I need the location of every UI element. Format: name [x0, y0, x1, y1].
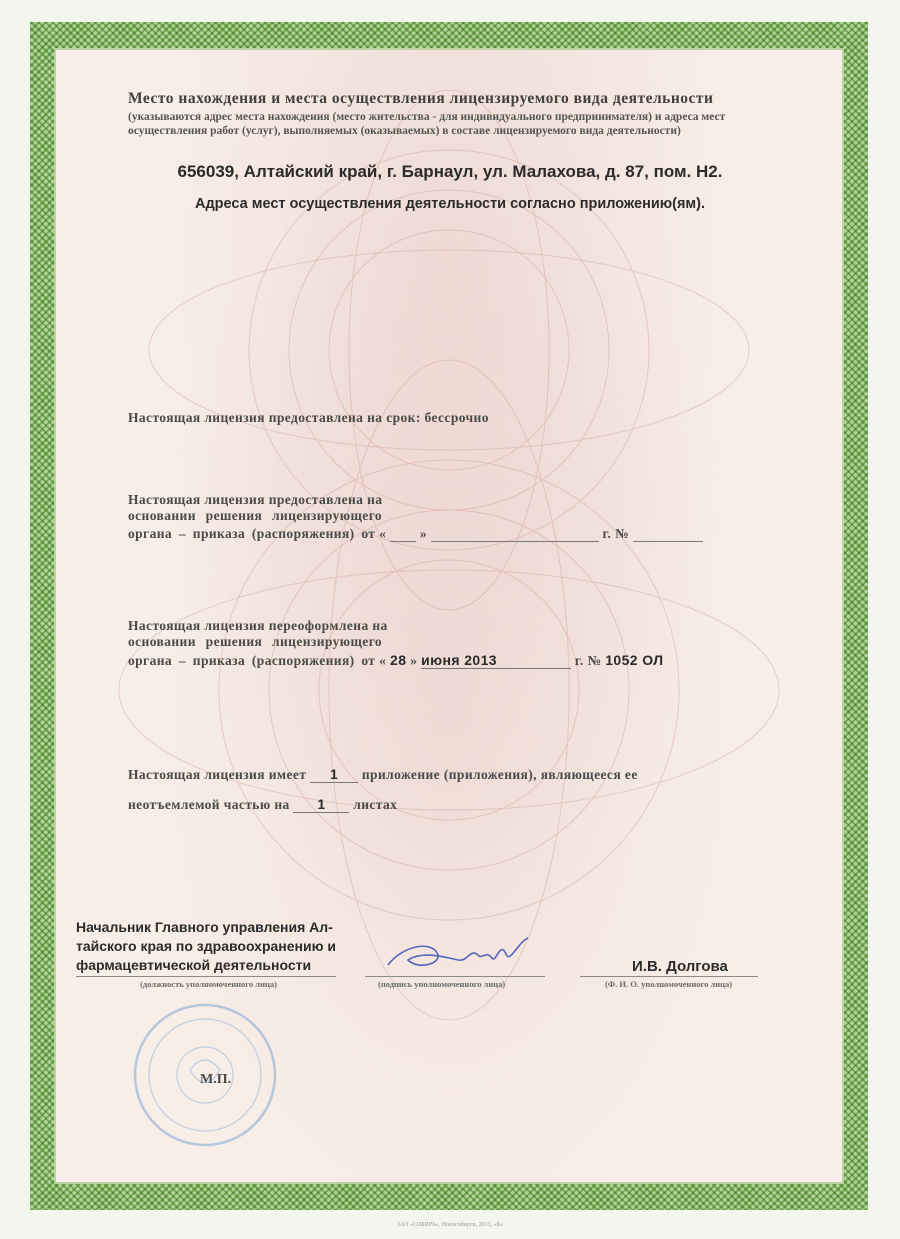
granted-day-field [390, 527, 416, 542]
position-underline [76, 976, 336, 977]
position-line-1: Начальник Главного управления Ал- [76, 919, 333, 935]
license-term: Настоящая лицензия предоставлена на срок: бессрочно [128, 410, 489, 425]
licensee-address: 656039, Алтайский край, г. Барнаул, ул. Малахова, д. 87, пом. Н2. [177, 162, 723, 181]
granted-basis [128, 492, 423, 524]
name-caption: (Ф. И. О. уполномоченного лица) [605, 979, 733, 989]
reissued-line-3: органа – приказа (распоряжения) от [128, 653, 376, 668]
granted-date-field [431, 527, 599, 542]
appendix-post: приложение (приложения), являющееся ее [361, 767, 638, 782]
position-line-2: тайского края по здравоохранению и [76, 938, 337, 954]
granted-line-2: основании решения лицензирующего [128, 508, 383, 523]
open-quote: « [379, 526, 387, 541]
location-heading: Место нахождения и места осуществления лицензируемого вида деятельности [128, 90, 714, 107]
signature-underline [365, 976, 545, 977]
open-quote: « [379, 653, 387, 668]
reissued-year-label: г. № [574, 653, 602, 668]
appendix-line-1 [128, 766, 638, 783]
position-line-3: фармацевтической деятельности [76, 957, 312, 973]
close-quote: » [410, 653, 418, 668]
seal-label: М.П. [200, 1072, 232, 1087]
granted-text-1: Настоящая лицензия предоставлена на [128, 492, 383, 507]
reissued-day: 28 [390, 652, 407, 668]
location-note: (указываются адрес места нахождения (место жительства - для индивидуального предпринимателя) и адреса мест осуществления работ (услуг), выполняемых (оказываемых) в составе лицензируемого вида деятельности) [128, 111, 726, 137]
granted-year-label: г. № [602, 526, 630, 541]
reissued-month-year: июня 2013 [421, 652, 571, 669]
addresses-appendix-note: Адреса мест осуществления деятельности согласно приложению(ям). [195, 196, 705, 212]
printer-imprint: ЗАО «СИБИРЬ», Новосибирск, 2013, «Б» [396, 1222, 504, 1228]
reissued-number: 1052 ОЛ [605, 652, 664, 668]
appendix-pre: Настоящая лицензия имеет [128, 767, 307, 782]
granted-line-3: органа – приказа (распоряжения) от [128, 526, 376, 541]
appendix-line2-pre: неотъемлемой частью на [128, 797, 290, 812]
granted-line-1 [128, 492, 423, 508]
close-quote: » [419, 526, 427, 541]
appendix-line-2 [128, 796, 397, 813]
granted-order-line [128, 526, 768, 542]
reissued-line-2: основании решения лицензирующего [128, 634, 383, 649]
handwritten-signature [378, 930, 548, 980]
appendix-sheets: 1 [293, 796, 349, 813]
appendix-count: 1 [310, 766, 358, 783]
signatory-name: И.В. Долгова [632, 958, 728, 975]
granted-number-field [633, 527, 703, 542]
reissued-order-line [128, 652, 828, 669]
signature-caption: (подпись уполномоченного лица) [378, 979, 506, 989]
name-underline [580, 976, 758, 977]
signatory-position [76, 918, 366, 975]
appendix-line2-post: листах [353, 797, 398, 812]
reissued-line-1: Настоящая лицензия переоформлена на [128, 618, 388, 633]
reissued-basis [128, 618, 423, 650]
position-caption: (должность уполномоченного лица) [140, 979, 277, 989]
